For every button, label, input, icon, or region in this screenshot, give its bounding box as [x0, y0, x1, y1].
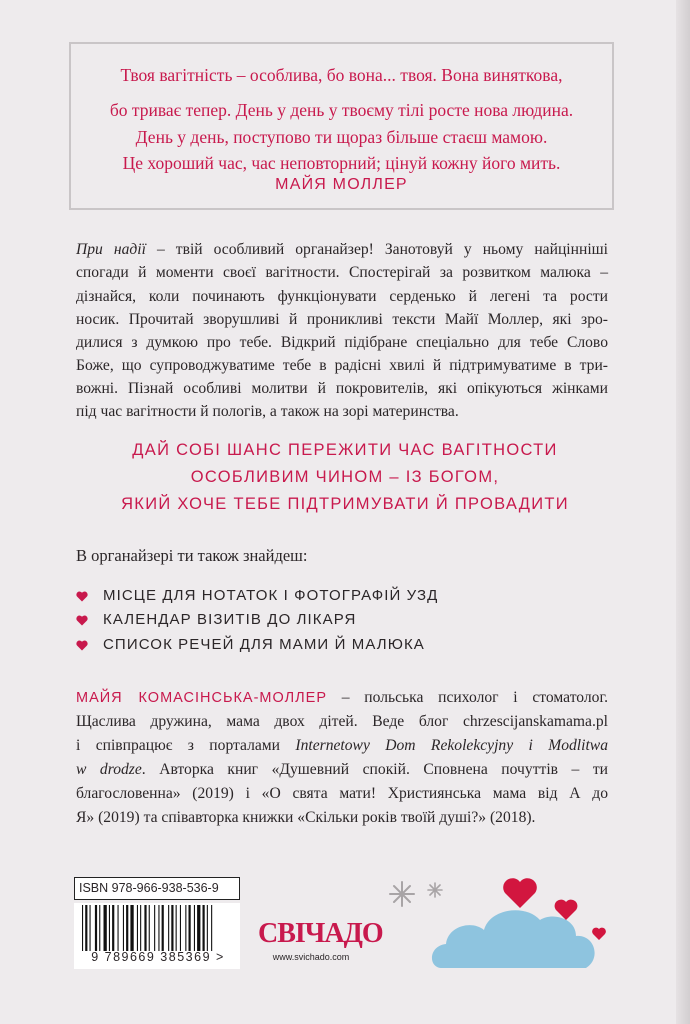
bio-line: МАЙЯ КОМАСІНСЬКА-МОЛЛЕР – польська психолог і стоматолог.: [76, 689, 609, 706]
heart-icon: [592, 928, 606, 940]
barcode-bar: [109, 905, 110, 951]
feature-item: МІСЦЕ ДЛЯ НОТАТОК І ФОТОГРАФІЙ УЗД: [103, 587, 439, 604]
barcode-bar: [82, 905, 83, 951]
description-line: спогади й моменти своєї вагітности. Спостерігай за розвитком малюка –: [76, 264, 608, 281]
description-line: носик. Прочитай зворушливі й проникливі тексти Майї Моллер, які зро-: [76, 311, 608, 328]
barcode-digits: 9 789669 385369 >: [91, 950, 225, 964]
barcode-bar: [154, 905, 155, 951]
barcode-bar: [104, 905, 107, 951]
star-icon: [390, 882, 414, 906]
publisher-name: СВІЧАДО: [258, 918, 383, 949]
barcode-bar: [211, 905, 212, 951]
barcode-bar: [144, 905, 146, 951]
bio-line: w drodze. Авторка книг «Душевний спокій. Сповнена почуттів – ти: [76, 761, 608, 778]
feature-item: КАЛЕНДАР ВІЗИТІВ ДО ЛІКАРЯ: [103, 611, 357, 628]
slogan-line: ОСОБЛИВИМ ЧИНОМ – ІЗ БОГОМ,: [190, 468, 500, 486]
publisher-logo: [258, 918, 383, 962]
heart-icon: [555, 900, 578, 920]
barcode-bar: [171, 905, 173, 951]
description-line: вожні. Пізнай особливі молитви й покровителів, які опікуються жінками: [76, 380, 608, 397]
bio-line: і співпрацює з порталами Internetowy Dom Rekolekcyjny i Modlitwa: [76, 737, 608, 754]
quote-box: [69, 42, 614, 210]
description-line: дізнайся, коли починають функціонувати серденько й легені та рости: [76, 288, 608, 305]
barcode-bars: [74, 905, 240, 951]
description-line: під час вагітности й пологів, а також на зорі материнства.: [76, 403, 459, 420]
feature-item: СПИСОК РЕЧЕЙ ДЛЯ МАМИ Й МАЛЮКА: [103, 636, 425, 653]
barcode-bar: [189, 905, 191, 951]
quote-line: Твоя вагітність – особлива, бо вона... твоя. Вона виняткова,: [120, 65, 563, 85]
barcode-bar: [168, 905, 169, 951]
isbn-label: ISBN 978-966-938-536-9: [74, 877, 240, 900]
quote-line: День у день, поступово ти щораз більше стаєш мамою.: [135, 127, 548, 147]
cloud-shape: [432, 910, 595, 968]
barcode-bar: [85, 905, 87, 951]
bio-line: Щаслива дружина, мама двох дітей. Веде блог chrzescijanskamama.pl: [76, 713, 608, 730]
author-name: МАЙЯ КОМАСІНСЬКА-МОЛЛЕР: [76, 690, 327, 706]
star-icon: [428, 883, 442, 897]
barcode-bar: [158, 905, 159, 951]
barcode-bar: [197, 905, 200, 951]
bio-line: Я» (2019) та співавторка книжки «Скільки років твоїй душі?» (2018).: [76, 809, 536, 826]
heart-icon: [76, 640, 88, 651]
slogan-line: ДАЙ СОБІ ШАНС ПЕРЕЖИТИ ЧАС ВАГІТНОСТИ: [132, 441, 558, 459]
title-italic: При надії: [76, 241, 146, 258]
quote-line: Це хороший час, час неповторний; цінуй кожну його мить.: [122, 153, 561, 173]
barcode-bar: [137, 905, 138, 951]
barcode-bar: [90, 905, 91, 951]
barcode-bar: [203, 905, 205, 951]
barcode-bar: [123, 905, 124, 951]
barcode-bar: [185, 905, 186, 951]
publisher-url: www.svichado.com: [272, 952, 350, 962]
barcode-bar: [194, 905, 195, 951]
barcode-bar: [176, 905, 177, 951]
heart-icon: [76, 615, 88, 626]
heart-icon: [503, 878, 537, 908]
quote-line: бо триває тепер. День у день у твоєму тілі росте нова людина.: [109, 100, 574, 120]
description-line: Боже, що супроводжуватиме тебе в радісні хвилі й підтримуватиме в три-: [76, 357, 608, 374]
barcode-bar: [140, 905, 141, 951]
barcode-bar: [162, 905, 164, 951]
description-line: При надії – твій особливий органайзер! Занотовуй у ньому найцінніші: [76, 241, 608, 258]
barcode-bar: [180, 905, 181, 951]
barcode-bar: [95, 905, 97, 951]
barcode-bar: [99, 905, 100, 951]
barcode-bar: [130, 905, 133, 951]
cloud-illustration: [380, 868, 610, 978]
bio-line: благословенна» (2019) і «О свята мати! Християнська мама від А до: [76, 785, 608, 802]
barcode-bar: [149, 905, 150, 951]
barcode-bar: [118, 905, 119, 951]
quote-author: МАЙЯ МОЛЛЕР: [275, 176, 408, 193]
barcode-bar: [112, 905, 114, 951]
features-intro: В органайзері ти також знайдеш:: [76, 546, 308, 565]
barcode-bar: [207, 905, 208, 951]
barcode-bar: [126, 905, 128, 951]
description-line: дилися з думкою про тебе. Відкрий підібране спеціально для тебе Слово: [76, 334, 608, 351]
slogan-line: ЯКИЙ ХОЧЕ ТЕБЕ ПІДТРИМУВАТИ Й ПРОВАДИТИ: [121, 495, 569, 513]
heart-icon: [76, 591, 88, 602]
